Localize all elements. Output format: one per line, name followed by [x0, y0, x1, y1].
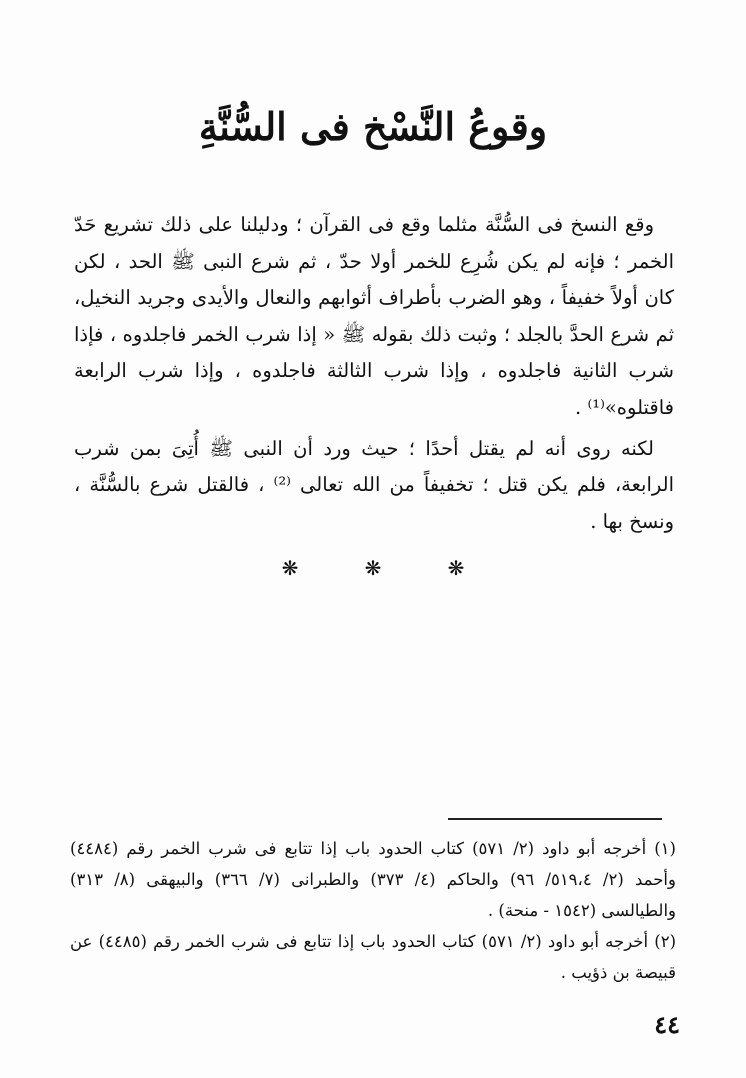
footnote-divider: [448, 818, 662, 820]
footnotes: [70, 833, 676, 988]
paragraph-2: لكنه روى أنه لم يقتل أحدًا ؛ حيث ورد أن النبى ﷺ أُتِىَ بمن شرب الرابعة، فلم يكن قتل ؛ تخفيفاً من الله تعالى ⁽²⁾ ، فالقتل شرع بالسُّنَّة ، ونسخ بها .: [74, 436, 674, 533]
page-number: ٤٤: [654, 1010, 680, 1039]
paragraph-1: وقع النسخ فى السُّنَّة مثلما وقع فى القرآن ؛ ودليلنا على ذلك تشريع حَدّ الخمر ؛ فإنه لم يكن شُرِع للخمر أولا حدّ ، ثم شرع النبى ﷺ الحد ، لكن كان أولاً خفيفاً ، وهو الضرب بأطراف أثوابهم والنعال والأيدى وجريد النخيل، ثم شرع الحدَّ بالجلد ؛ وثبت ذلك بقوله ﷺ « إذا شرب الخمر فاجلدوه ، فإذا شرب الثانية فاجلدوه ، وإذا شرب الثالثة فاجلدوه ، وإذا شرب الرابعة فاقتلوه»⁽¹⁾ .: [74, 213, 674, 419]
footnote-2: (٢) أخرجه أبو داود (٢/ ٥٧١) كتاب الحدود باب إذا تتابع فى شرب الخمر رقم (٤٤٨٥) عن قبيصة بن ذؤيب .: [70, 932, 676, 982]
section-divider: [280, 556, 466, 580]
footnote-1: (١) أخرجه أبو داود (٢/ ٥٧١) كتاب الحدود باب إذا تتابع فى شرب الخمر رقم (٤٤٨٤) وأحمد (٢/ ٥١٩،٤/ ٩٦) والحاكم (٤/ ٣٧٣) والطبرانى (٧/ ٣٦٦) والبيهقى (٨/ ٣١٣) والطيالسى (١٥٤٢ - منحة) .: [70, 839, 676, 920]
ornament-icon: ❋: [364, 556, 382, 580]
main-text: [74, 207, 674, 540]
chapter-title: وقوعُ النَّسْخ فى السُّنَّةِ: [198, 104, 548, 149]
ornament-icon: ❋: [447, 556, 465, 580]
ornament-icon: ❋: [281, 556, 299, 580]
